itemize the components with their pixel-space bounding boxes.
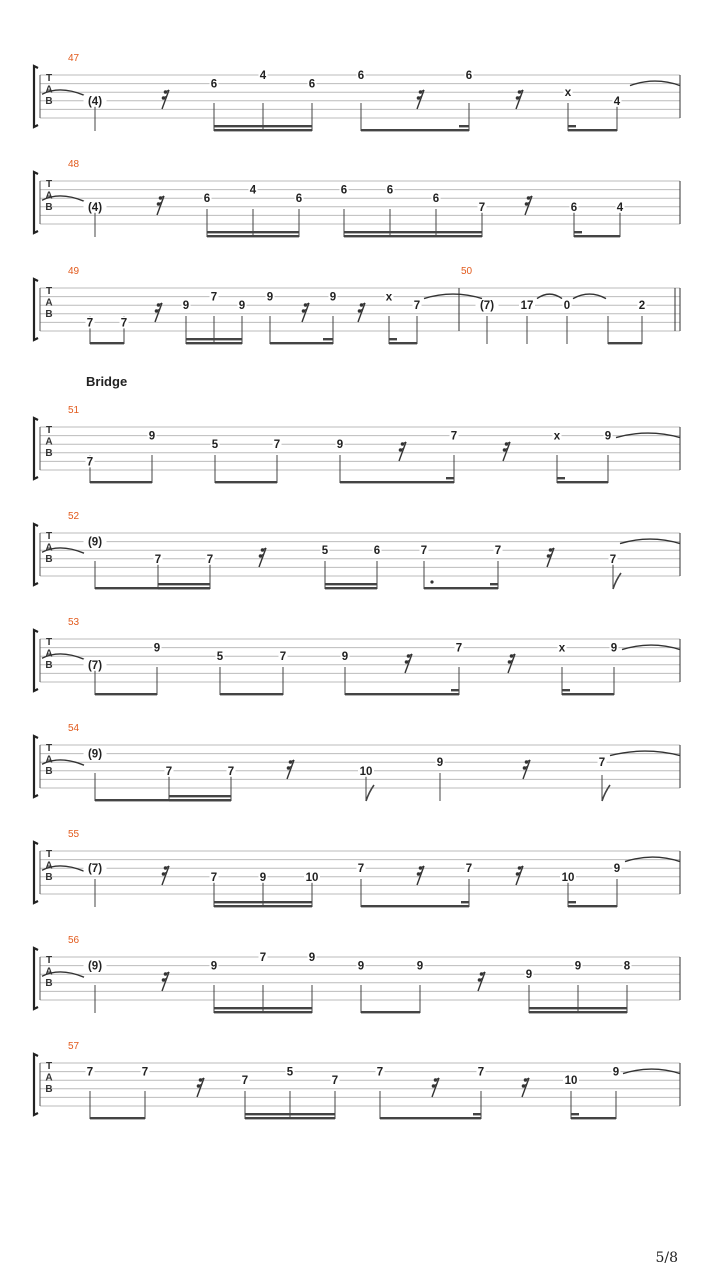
fret-number: (9) bbox=[87, 748, 103, 761]
fret-number: x bbox=[564, 87, 572, 100]
fret-number: 7 bbox=[420, 545, 428, 558]
fret-number: 9 bbox=[153, 642, 161, 655]
fret-number: 7 bbox=[465, 863, 473, 876]
tab-system bbox=[34, 159, 680, 237]
note-beam bbox=[215, 481, 277, 483]
beam-stub bbox=[389, 338, 397, 340]
fret-number: 7 bbox=[259, 952, 267, 964]
fret-number: 7 bbox=[494, 545, 502, 558]
fret-number: 9 bbox=[436, 757, 444, 770]
measure-number: 55 bbox=[68, 829, 80, 840]
fret-number: 9 bbox=[238, 300, 246, 313]
fret-number: 7 bbox=[206, 553, 214, 566]
fret-number: 9 bbox=[525, 969, 533, 982]
note-beam bbox=[340, 481, 454, 483]
fret-number: 17 bbox=[520, 300, 534, 313]
fret-number: 7 bbox=[86, 456, 94, 469]
system-bracket bbox=[34, 948, 38, 1009]
fret-number: (4) bbox=[87, 95, 103, 108]
fret-number: 9 bbox=[612, 1066, 620, 1079]
measure-number: 48 bbox=[68, 159, 80, 170]
beam-stub bbox=[557, 477, 565, 479]
measure-number: 49 bbox=[68, 266, 80, 277]
note-beam bbox=[361, 129, 469, 131]
tab-clef-letter: B bbox=[45, 202, 53, 213]
fret-number: 7 bbox=[120, 317, 128, 330]
tab-clef-letter: A bbox=[45, 436, 53, 448]
note-beam bbox=[361, 905, 469, 907]
tab-clef-letter: A bbox=[45, 297, 53, 309]
note-beam bbox=[571, 1117, 616, 1119]
tab-system bbox=[34, 1041, 680, 1119]
beam-stub bbox=[490, 583, 498, 585]
tab-system bbox=[34, 617, 680, 695]
fret-number: 10 bbox=[305, 871, 319, 884]
note-beam bbox=[207, 231, 299, 233]
note-beam bbox=[214, 901, 312, 903]
fret-number: 7 bbox=[227, 765, 235, 778]
note-beam bbox=[361, 1011, 420, 1013]
fret-number: (9) bbox=[87, 960, 103, 973]
note-beam bbox=[529, 1007, 627, 1009]
tab-system bbox=[34, 511, 680, 589]
note-beam bbox=[186, 342, 242, 344]
fret-number: 7 bbox=[598, 757, 606, 770]
system-bracket bbox=[34, 630, 38, 691]
fret-number: 6 bbox=[210, 78, 218, 91]
fret-number: 10 bbox=[561, 871, 575, 884]
tab-clef-letter: T bbox=[45, 637, 53, 648]
tab-clef-letter: B bbox=[45, 660, 53, 671]
page-number: 5/8 bbox=[655, 1250, 678, 1266]
tab-system bbox=[34, 935, 680, 1013]
tab-clef-letter: A bbox=[45, 190, 53, 202]
fret-number: 4 bbox=[613, 95, 621, 108]
section-label: Bridge bbox=[86, 374, 128, 389]
measure-number: 47 bbox=[68, 53, 80, 64]
note-beam bbox=[568, 129, 617, 131]
tab-clef-letter: B bbox=[45, 766, 53, 777]
fret-number: 8 bbox=[623, 960, 631, 973]
fret-number: 6 bbox=[357, 70, 365, 82]
system-bracket bbox=[34, 172, 38, 233]
note-beam bbox=[169, 799, 231, 801]
tab-clef-letter: A bbox=[45, 648, 53, 660]
beam-stub bbox=[568, 125, 576, 127]
fret-number: 6 bbox=[386, 184, 394, 197]
fret-number: 6 bbox=[295, 193, 303, 206]
note-flag bbox=[613, 573, 621, 589]
note-beam bbox=[158, 583, 210, 585]
tab-clef-letter: B bbox=[45, 448, 53, 459]
tab-system bbox=[34, 829, 680, 907]
beam-stub bbox=[574, 231, 582, 233]
note-beam bbox=[95, 693, 157, 695]
fret-number: 10 bbox=[564, 1075, 578, 1088]
note-beam bbox=[214, 1007, 312, 1009]
measure-number: 51 bbox=[68, 405, 80, 416]
fret-number: 9 bbox=[308, 952, 316, 964]
fret-number: 7 bbox=[273, 439, 281, 452]
beam-stub bbox=[562, 689, 570, 691]
note-beam bbox=[608, 342, 642, 344]
fret-number: 5 bbox=[211, 439, 219, 452]
note-beam bbox=[270, 342, 333, 344]
fret-number: 7 bbox=[609, 553, 617, 566]
note-beam bbox=[424, 587, 498, 589]
fret-number: 4 bbox=[249, 184, 257, 197]
fret-number: 7 bbox=[478, 201, 486, 214]
tab-clef-letter: B bbox=[45, 872, 53, 883]
fret-number: 7 bbox=[210, 871, 218, 884]
fret-number: 9 bbox=[210, 960, 218, 973]
measure-number: 57 bbox=[68, 1041, 80, 1052]
tab-clef-letter: T bbox=[45, 1061, 53, 1072]
measure-number: 53 bbox=[68, 617, 80, 628]
note-beam bbox=[158, 587, 210, 589]
system-bracket bbox=[34, 418, 38, 479]
rhythm-dot bbox=[430, 580, 433, 583]
fret-number: 7 bbox=[210, 291, 218, 304]
beam-stub bbox=[446, 477, 454, 479]
tab-clef-letter: A bbox=[45, 1072, 53, 1084]
fret-number: 9 bbox=[574, 960, 582, 973]
note-beam bbox=[214, 125, 312, 127]
tab-system bbox=[34, 723, 680, 801]
fret-number: 6 bbox=[308, 78, 316, 91]
fret-number: 5 bbox=[216, 651, 224, 664]
note-beam bbox=[325, 583, 377, 585]
fret-number: (4) bbox=[87, 201, 103, 214]
tab-clef-letter: T bbox=[45, 73, 53, 84]
measure-number: 54 bbox=[68, 723, 80, 734]
note-beam bbox=[220, 693, 283, 695]
fret-number: 7 bbox=[154, 553, 162, 566]
note-beam bbox=[214, 905, 312, 907]
fret-number: 7 bbox=[376, 1066, 384, 1079]
fret-number: 7 bbox=[141, 1066, 149, 1079]
fret-number: 0 bbox=[563, 300, 571, 313]
beam-stub bbox=[568, 901, 576, 903]
fret-number: 9 bbox=[266, 291, 274, 304]
tab-clef-letter: T bbox=[45, 425, 53, 436]
note-flag bbox=[366, 785, 374, 801]
note-beam bbox=[562, 693, 614, 695]
fret-number: 7 bbox=[450, 430, 458, 443]
note-beam bbox=[214, 1011, 312, 1013]
fret-number: 9 bbox=[148, 430, 156, 443]
tab-clef-letter: T bbox=[45, 286, 53, 297]
fret-number: 7 bbox=[331, 1075, 339, 1088]
fret-number: 7 bbox=[477, 1066, 485, 1079]
note-beam bbox=[90, 342, 124, 344]
tab-clef-letter: A bbox=[45, 966, 53, 978]
fret-number: 9 bbox=[357, 960, 365, 973]
fret-number: 6 bbox=[432, 193, 440, 206]
tab-clef-letter: B bbox=[45, 1084, 53, 1095]
fret-number: 9 bbox=[604, 430, 612, 443]
fret-number: 10 bbox=[359, 765, 373, 778]
tab-clef-letter: T bbox=[45, 179, 53, 190]
tab-clef-letter: T bbox=[45, 849, 53, 860]
fret-number: 7 bbox=[279, 651, 287, 664]
fret-number: 7 bbox=[357, 863, 365, 876]
fret-number: 4 bbox=[259, 70, 267, 82]
fret-number: 7 bbox=[165, 765, 173, 778]
fret-number: 7 bbox=[86, 1066, 94, 1079]
fret-number: 4 bbox=[616, 201, 624, 214]
note-beam bbox=[568, 905, 617, 907]
note-beam bbox=[574, 235, 620, 237]
system-bracket bbox=[34, 279, 38, 340]
fret-number: 9 bbox=[336, 439, 344, 452]
note-beam bbox=[344, 231, 482, 233]
fret-number: 7 bbox=[86, 317, 94, 330]
tab-clef-letter: B bbox=[45, 978, 53, 989]
beam-stub bbox=[323, 338, 333, 340]
beam-stub bbox=[451, 689, 459, 691]
tab-clef-letter: A bbox=[45, 84, 53, 96]
fret-number: 9 bbox=[182, 300, 190, 313]
system-bracket bbox=[34, 736, 38, 797]
note-beam bbox=[169, 795, 231, 797]
note-beam bbox=[90, 1117, 145, 1119]
tab-system bbox=[34, 405, 680, 483]
note-beam bbox=[325, 587, 377, 589]
fret-number: 7 bbox=[241, 1075, 249, 1088]
fret-number: x bbox=[553, 430, 561, 443]
note-beam bbox=[207, 235, 299, 237]
tab-clef-letter: T bbox=[45, 743, 53, 754]
note-beam bbox=[344, 235, 482, 237]
system-bracket bbox=[34, 524, 38, 585]
fret-number: (9) bbox=[87, 536, 103, 549]
system-bracket bbox=[34, 1054, 38, 1115]
fret-number: 7 bbox=[413, 300, 421, 313]
note-beam bbox=[389, 342, 417, 344]
fret-number: 5 bbox=[286, 1066, 294, 1079]
fret-number: 9 bbox=[613, 863, 621, 876]
beam-stub bbox=[571, 1113, 579, 1115]
note-beam bbox=[557, 481, 608, 483]
beam-stub bbox=[461, 901, 469, 903]
tab-clef-letter: T bbox=[45, 531, 53, 542]
fret-number: (7) bbox=[87, 659, 103, 672]
measure-number: 52 bbox=[68, 511, 80, 522]
note-beam bbox=[529, 1011, 627, 1013]
fret-number: x bbox=[385, 291, 393, 304]
beam-stub bbox=[459, 125, 469, 127]
note-beam bbox=[186, 338, 242, 340]
tab-clef-letter: A bbox=[45, 542, 53, 554]
note-beam bbox=[345, 693, 459, 695]
system-bracket bbox=[34, 66, 38, 127]
tab-clef-letter: B bbox=[45, 96, 53, 107]
fret-number: 9 bbox=[329, 291, 337, 304]
measure-number: 56 bbox=[68, 935, 80, 946]
fret-number: x bbox=[558, 642, 566, 655]
fret-number: 6 bbox=[373, 545, 381, 558]
fret-number: 6 bbox=[203, 193, 211, 206]
fret-number: 7 bbox=[455, 642, 463, 655]
fret-number: 6 bbox=[465, 70, 473, 82]
tab-system bbox=[34, 53, 680, 131]
tab-clef-letter: T bbox=[45, 955, 53, 966]
tab-system bbox=[34, 266, 680, 344]
note-beam bbox=[245, 1113, 335, 1115]
tab-clef-letter: A bbox=[45, 754, 53, 766]
fret-number: 5 bbox=[321, 545, 329, 558]
beam-stub bbox=[473, 1113, 481, 1115]
fret-number: 9 bbox=[416, 960, 424, 973]
note-beam bbox=[380, 1117, 481, 1119]
tab-clef-letter: B bbox=[45, 309, 53, 320]
tab-clef-letter: B bbox=[45, 554, 53, 565]
note-beam bbox=[214, 129, 312, 131]
fret-number: 9 bbox=[610, 642, 618, 655]
system-bracket bbox=[34, 842, 38, 903]
fret-number: 6 bbox=[570, 201, 578, 214]
note-beam bbox=[245, 1117, 335, 1119]
fret-number: 9 bbox=[341, 651, 349, 664]
fret-number: (7) bbox=[479, 300, 495, 313]
fret-number: 9 bbox=[259, 871, 267, 884]
fret-number: 2 bbox=[638, 300, 646, 313]
fret-number: (7) bbox=[87, 863, 103, 876]
fret-number: 6 bbox=[340, 184, 348, 197]
note-beam bbox=[90, 481, 152, 483]
measure-number: 50 bbox=[461, 266, 473, 277]
note-flag bbox=[602, 785, 610, 801]
tab-clef-letter: A bbox=[45, 860, 53, 872]
